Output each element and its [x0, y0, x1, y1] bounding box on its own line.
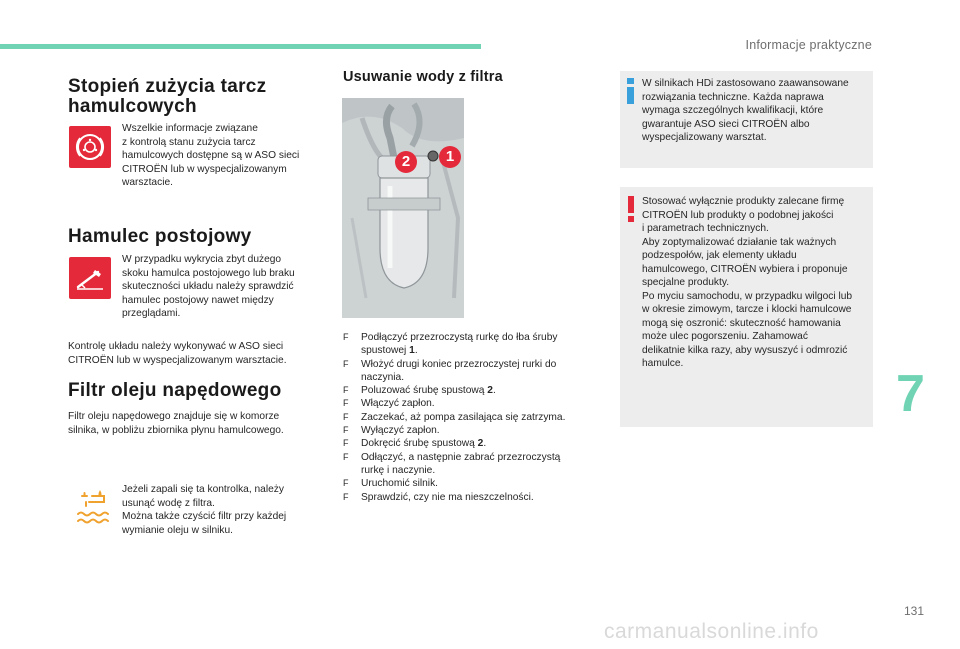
water-removal-title: Usuwanie wody z filtra: [343, 69, 503, 85]
discs-text: Wszelkie informacje związane z kontrolą stanu zużycia tarcz hamulcowych dostępne są w ASO sieci CITROËN lub w wyspecjalizowanym warsztacie.: [122, 123, 300, 188]
list-item: F Uruchomić silnik.: [343, 478, 438, 490]
chapter-number: 7: [896, 365, 925, 423]
watermark: carmanualsonline.info: [604, 620, 819, 643]
list-item: F Zaczekać, aż pompa zasilająca się zatrzyma.: [343, 411, 566, 423]
parking-brake-note: Kontrolę układu należy wykonywać w ASO sieci CITROËN lub w wyspecjalizowanym warsztacie.: [68, 341, 287, 366]
warning-icon: [624, 196, 638, 227]
list-item: F Poluzować śrubę spustową 2.: [343, 385, 496, 397]
water-in-fuel-icon: [70, 484, 114, 528]
list-item: F Sprawdzić, czy nie ma nieszczelności.: [343, 491, 534, 503]
header-accent-bar: [0, 44, 481, 49]
marker-1: 1: [439, 146, 461, 168]
parking-brake-text: W przypadku wykrycia zbyt dużego skoku hamulca postojowego lub braku skuteczności układu należy sprawdzić hamulec postojowy nawet między przeglądami.: [122, 254, 295, 319]
info-icon: [624, 78, 638, 109]
marker-2: 2: [395, 151, 417, 173]
page-number: 131: [904, 604, 925, 618]
parking-brake-icon: [69, 257, 111, 299]
section-title: Informacje praktyczne: [745, 38, 872, 52]
list-item: F Włączyć zapłon.: [343, 398, 435, 410]
list-item: F Odłączyć, a następnie zabrać przezroczystą rurkę i naczynie.: [343, 451, 561, 476]
brake-disc-icon: [69, 126, 111, 168]
warning-box: [620, 187, 873, 427]
list-item: F Dokręcić śrubę spustową 2.: [343, 438, 487, 450]
warning-text: Stosować wyłącznie produkty zalecane firmę CITROËN lub produkty o podobnej jakości i parametrach technicznych. Aby zoptymalizować działanie tak ważnych podzespołów, jak elementy układu hamulcowego, CITROËN wybiera i proponuje specjalne produkty. Po myciu samochodu, w przypadku wilgoci lub w okresie zimowym, tarcze i klocki hamulcowe mogą się oszronić: skuteczność hamowania może ulec pogorszeniu. Zahamować delikatnie kilka razy, aby wysuszyć i odmrozić hamulce.: [642, 196, 853, 369]
water-removal-steps: [343, 331, 593, 504]
list-item: F Wyłączyć zapłon.: [343, 425, 440, 437]
info-text: W silnikach HDi zastosowano zaawansowane rozwiązania techniczne. Każda naprawa wymaga szczególnych kwalifikacji, które gwarantuje ASO sieci CITROËN albo wyspecjalizowany warsztat.: [642, 78, 849, 143]
oil-filter-text: Filtr oleju napędowego znajduje się w komorze silnika, w pobliżu zbiornika płynu hamulcowego.: [68, 411, 284, 436]
fuel-filter-photo: [342, 98, 464, 318]
list-item: F Podłączyć przezroczystą rurkę do łba śruby spustowej 1.: [343, 332, 558, 357]
oil-filter-title: Filtr oleju napędowego: [68, 380, 282, 401]
info-box: [620, 71, 873, 168]
oil-filter-warning: Jeżeli zapali się ta kontrolka, należy usunąć wodę z filtra. Można także czyścić filtr przy każdej wymianie oleju w silniku.: [122, 484, 287, 536]
list-item: F Włożyć drugi koniec przezroczystej rurki do naczynia.: [343, 358, 557, 383]
discs-title: Stopień zużycia tarcz hamulcowych: [68, 76, 267, 117]
parking-brake-title: Hamulec postojowy: [68, 226, 252, 247]
